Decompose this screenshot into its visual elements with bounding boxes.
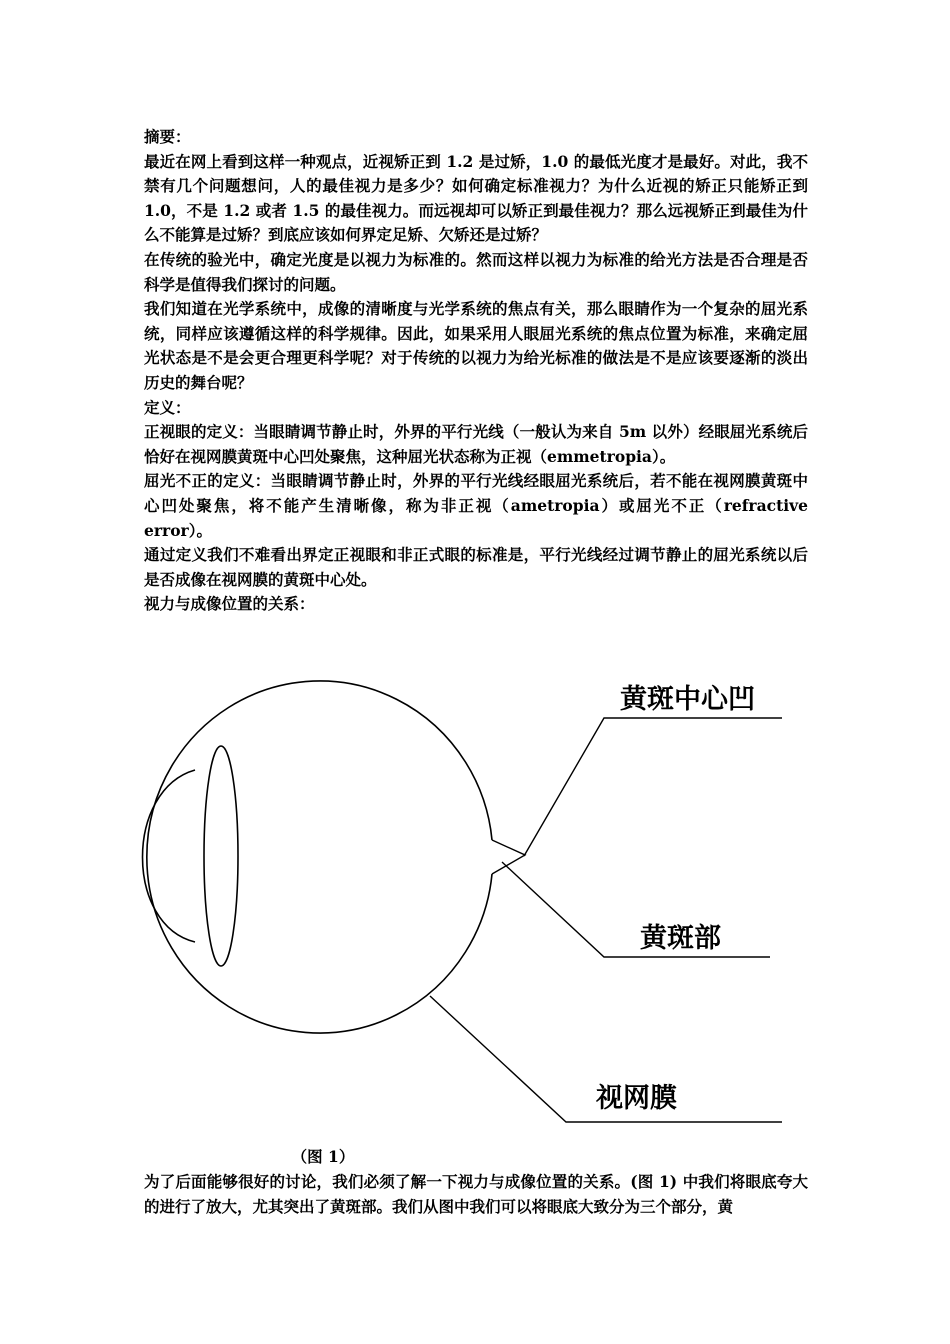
fovea-leader-line [524, 718, 782, 856]
macula-leader-line [502, 862, 770, 957]
paragraph: 屈光不正的定义：当眼睛调节静止时，外界的平行光线经眼屈光系统后，若不能在视网膜黄斑中心凹处聚焦，将不能产生清晰像，称为非正视（ametropia）或屈光不正（refractive error）。 [144, 471, 808, 540]
heading-definition: 定义： [144, 397, 191, 417]
label-macula: 黄斑部 [640, 923, 721, 954]
figure-caption: （图 1） [291, 1147, 355, 1166]
paragraph: 通过定义我们不难看出界定正视眼和非正式眼的标准是，平行光线经过调节静止的屈光系统以后是否成像在视网膜的黄斑中心处。 [144, 545, 808, 589]
eye-diagram [130, 650, 810, 1140]
paragraph: 在传统的验光中，确定光度是以视力为标准的。然而这样以视力为标准的给光方法是否合理是否科学是值得我们探讨的问题。 [144, 249, 808, 294]
heading-vision-relation: 视力与成像位置的关系： [144, 594, 315, 614]
eye-diagram-svg [130, 650, 810, 1140]
paragraph: 正视眼的定义：当眼睛调节静止时，外界的平行光线（一般认为来自 5m 以外）经眼屈光系统后恰好在视网膜黄斑中心凹处聚焦，这种屈光状态称为正视（emmetropia）。 [144, 422, 808, 466]
body-text [144, 125, 808, 617]
lens [204, 746, 238, 966]
paragraph: 我们知道在光学系统中，成像的清晰度与光学系统的焦点有关，那么眼睛作为一个复杂的屈光系统，同样应该遵循这样的科学规律。因此，如果采用人眼屈光系统的焦点位置为标准，来确定屈光状态是不是会更合理更科学呢？对于传统的以视力为给光标准的做法是不是应该要逐渐的淡出历史的舞台呢？ [144, 299, 808, 392]
paragraph: 最近在网上看到这样一种观点，近视矫正到 1.2 是过矫，1.0 的最低光度才是最好。对此，我不禁有几个问题想问，人的最佳视力是多少？如何确定标准视力？为什么近视的矫正只能矫正到 1.0，不是 1.2 或者 1.5 的最佳视力。而远视却可以矫正到最佳视力？那么远视矫正到最佳为什么不能算是过矫？到底应该如何界定足矫、欠矫还是过矫？ [144, 151, 808, 245]
label-fovea: 黄斑中心凹 [620, 684, 755, 715]
label-retina: 视网膜 [596, 1083, 677, 1114]
paragraph: 为了后面能够很好的讨论，我们必须了解一下视力与成像位置的关系。(图 1) 中我们将眼底夸大的进行了放大，尤其突出了黄斑部。我们从图中我们可以将眼底大致分为三个部分，黄 [144, 1172, 808, 1216]
heading-abstract: 摘要： [144, 127, 191, 146]
eyeball-outline [147, 681, 492, 1033]
cornea [143, 770, 196, 942]
body-text-continued [144, 1170, 808, 1219]
